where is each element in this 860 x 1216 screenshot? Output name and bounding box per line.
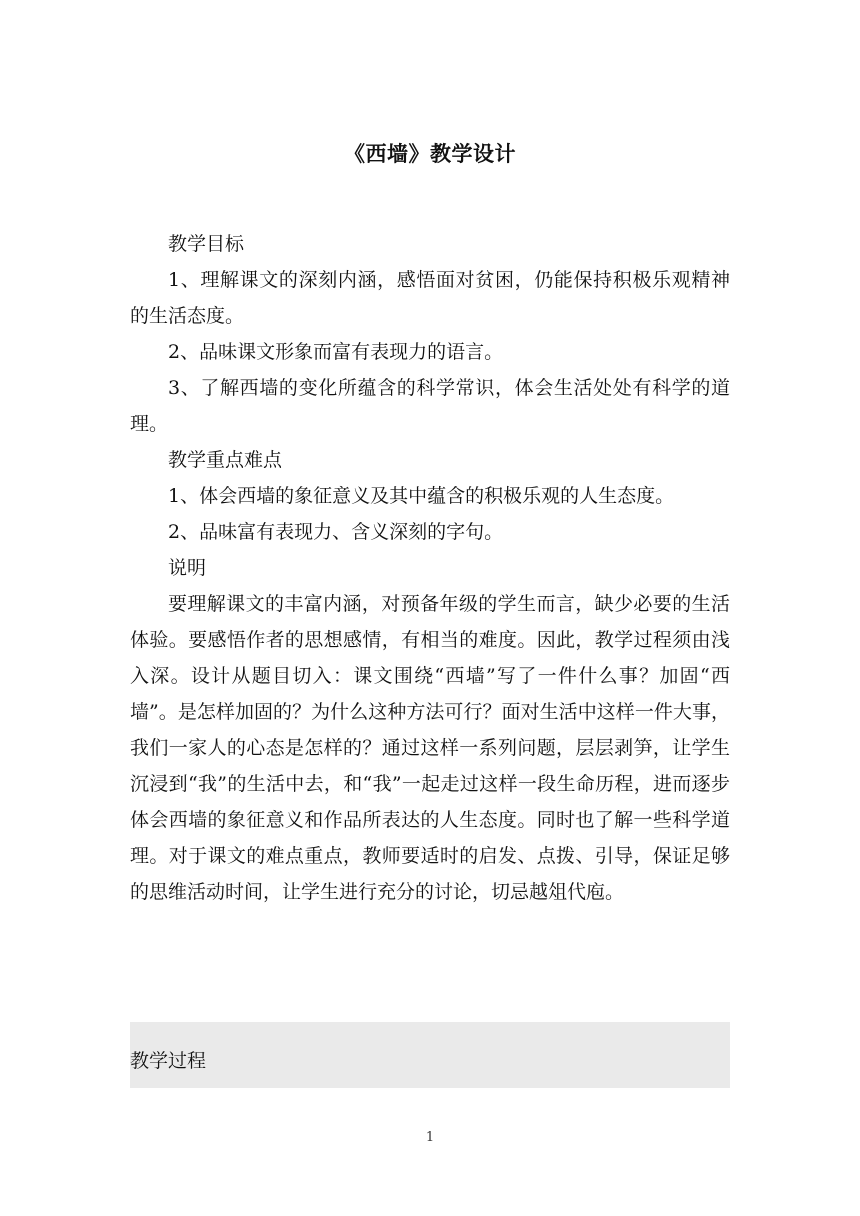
goal-item-3: 3、了解西墙的变化所蕴含的科学常识，体会生活处处有科学的道理。 — [130, 377, 730, 435]
key-point-item-2: 2、品味富有表现力、含义深刻的字句。 — [168, 521, 504, 543]
section-heading-teaching-process: 教学过程 — [130, 1050, 207, 1072]
key-point-item-1: 1、体会西墙的象征意义及其中蕴含的积极乐观的人生态度。 — [168, 485, 675, 507]
heading-teaching-goals: 教学目标 — [168, 233, 245, 255]
document-title: 《西墙》教学设计 — [344, 141, 516, 166]
goal-item-1: 1、理解课文的深刻内涵，感悟面对贫困，仍能保持积极乐观精神的生活态度。 — [130, 269, 730, 327]
page-number: 1 — [425, 1130, 435, 1145]
heading-key-difficult-points: 教学重点难点 — [168, 449, 283, 471]
document-body — [130, 226, 730, 910]
heading-explanation: 说明 — [168, 557, 207, 579]
goal-item-2: 2、品味课文形象而富有表现力的语言。 — [168, 341, 504, 363]
section-heading-band — [130, 1022, 730, 1088]
explanation-paragraph: 要理解课文的丰富内涵，对预备年级的学生而言，缺少必要的生活体验。要感悟作者的思想感情，有相当的难度。因此，教学过程须由浅入深。设计从题目切入：课文围绕“西墙”写了一件什么事？加固“西墙”。是怎样加固的？为什么这种方法可行？面对生活中这样一件大事，我们一家人的心态是怎样的？通过这样一系列问题，层层剥笋，让学生沉浸到“我”的生活中去，和“我”一起走过这样一段生命历程，进而逐步体会西墙的象征意义和作品所表达的人生态度。同时也了解一些科学道理。对于课文的难点重点，教师要适时的启发、点拨、引导，保证足够的思维活动时间，让学生进行充分的讨论，切忌越俎代庖。 — [130, 593, 730, 903]
